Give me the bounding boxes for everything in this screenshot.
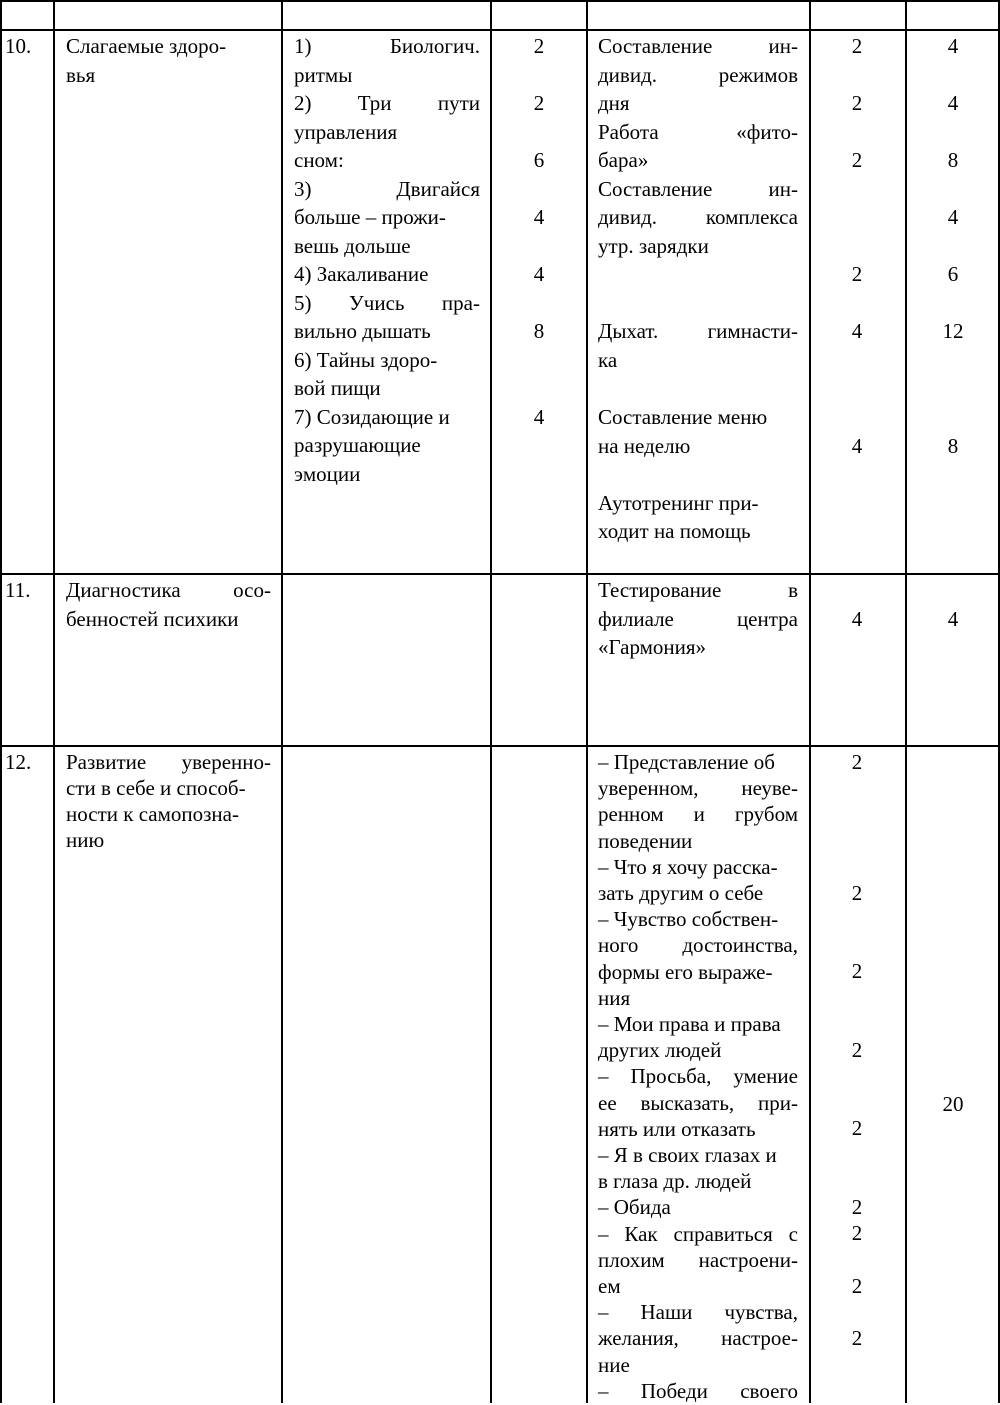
total-value: 4 [947, 606, 959, 631]
row-number: 10. [5, 34, 32, 58]
total-value: 12 [942, 319, 964, 343]
hours-value: 2 [533, 91, 545, 115]
text-line: нять или отказать [598, 1116, 756, 1141]
grid-line [0, 0, 2, 1403]
text-line: ка [598, 347, 618, 372]
activity-hours-value: 2 [851, 750, 863, 774]
text-line: ем [598, 1274, 621, 1298]
activity-hours-value: 2 [851, 262, 863, 286]
text-line: ритмы [294, 62, 353, 87]
text-line: ренном и грубом [598, 802, 798, 827]
grid-line [809, 0, 811, 1403]
text-line: плохим настроени- [598, 1247, 798, 1272]
activity-hours-value: 2 [851, 34, 863, 58]
activity-hours-value: 2 [851, 1038, 863, 1062]
text-line: ние [598, 1352, 630, 1377]
grid-line [586, 0, 588, 1403]
total-value: 8 [947, 433, 959, 458]
text-line: 3) Двигайся [294, 176, 480, 201]
text-line: «Гармония» [598, 635, 707, 659]
text-line: Составление ин- [598, 176, 798, 201]
topic-line: Слагаемые здоро- [66, 34, 227, 58]
text-line: – Обида [598, 1195, 671, 1220]
activity-hours-value: 2 [851, 1326, 863, 1350]
text-line: – Наши чувства, [598, 1300, 798, 1325]
text-line: утр. зарядки [598, 233, 709, 258]
topic-line: сти в себе и способ- [66, 776, 246, 800]
activity-hours-value: 2 [851, 1195, 863, 1219]
activity-hours-value: 2 [851, 1116, 863, 1140]
topic-line: вья [66, 62, 96, 87]
grid-line [0, 745, 1000, 747]
hours-value: 4 [533, 405, 545, 429]
total-value: 4 [947, 91, 959, 115]
text-line: филиале центра [598, 606, 798, 631]
text-line: вильно дышать [294, 319, 431, 343]
text-line: – Представление об [598, 750, 775, 774]
row-number: 11. [5, 578, 31, 602]
activity-hours-value: 2 [851, 959, 863, 983]
grid-line [53, 0, 55, 1403]
text-line: зать другим о себе [598, 881, 764, 905]
text-line: – Чувство собствен- [598, 907, 779, 932]
text-line: вой пищи [294, 376, 381, 400]
text-line: Работа «фито- [598, 119, 798, 144]
hours-value: 8 [533, 319, 545, 343]
text-line: 4) Закаливание [294, 262, 429, 286]
text-line: разрушающие [294, 433, 421, 457]
text-line: ного достоинства, [598, 933, 798, 958]
topic-line: нию [66, 828, 105, 852]
topic-line: бенностей психики [66, 606, 239, 631]
text-line: управления [294, 119, 398, 144]
grid-line [0, 573, 1000, 575]
text-line: – Просьба, умение [598, 1064, 798, 1089]
activity-hours-value: 2 [851, 881, 863, 905]
text-line: желания, настрое- [598, 1326, 798, 1351]
text-line: 1) Биологич. [294, 34, 480, 58]
text-line: на неделю [598, 433, 691, 458]
text-line: ходит на помощь [598, 519, 751, 543]
text-line: сном: [294, 148, 344, 172]
text-line: ния [598, 985, 631, 1010]
text-line: бара» [598, 148, 649, 172]
activity-hours-value: 2 [851, 1221, 863, 1245]
topic-line: Развитие уверенно- [66, 750, 271, 774]
grid-line [281, 0, 283, 1403]
text-line: дивид. режимов [598, 62, 798, 87]
text-line: – Победи своего [598, 1378, 798, 1403]
topic-line: ности к самопозна- [66, 802, 239, 826]
text-line: – Что я хочу расска- [598, 854, 778, 879]
text-line: вешь дольше [294, 233, 411, 258]
grid-line [490, 0, 492, 1403]
text-line: эмоции [294, 461, 361, 486]
text-line: ее высказать, при- [598, 1090, 798, 1115]
grid-line [905, 0, 907, 1403]
text-line: Дыхат. гимнасти- [598, 319, 798, 343]
hours-value: 2 [533, 34, 545, 58]
text-line: Составление ин- [598, 34, 798, 58]
total-value: 6 [947, 262, 959, 286]
text-line: других людей [598, 1038, 722, 1063]
text-line: Тестирование в [598, 578, 798, 602]
activity-hours-value: 4 [851, 433, 863, 458]
text-line: дивид. комплекса [598, 205, 798, 229]
text-line: поведении [598, 828, 693, 853]
text-line: 7) Созидающие и [294, 404, 450, 429]
total-value: 4 [947, 205, 959, 229]
total-value: 4 [947, 34, 959, 58]
text-line: 6) Тайны здоро- [294, 347, 438, 372]
total-value: 20 [942, 1092, 964, 1116]
activity-hours-value: 2 [851, 1274, 863, 1298]
text-line: – Я в своих глазах и [598, 1143, 777, 1167]
text-line: формы его выраже- [598, 959, 773, 984]
hours-value: 4 [533, 205, 545, 229]
text-line: 2) Три пути [294, 91, 480, 115]
text-line: Аутотренинг при- [598, 490, 759, 515]
text-line: дня [598, 91, 630, 115]
text-line: – Мои права и права [598, 1012, 781, 1036]
text-line: Составление меню [598, 405, 768, 429]
activity-hours-value: 4 [851, 606, 863, 631]
activity-hours-value: 2 [851, 148, 863, 172]
grid-line [0, 0, 1000, 2]
topic-line: Диагностика осо- [66, 578, 271, 602]
text-line: уверенном, неуве- [598, 776, 798, 801]
row-number: 12. [5, 750, 32, 774]
activity-hours-value: 2 [851, 91, 863, 115]
text-line: – Как справиться с [598, 1221, 798, 1246]
text-line: больше – прожи- [294, 205, 446, 229]
text-line: в глаза др. людей [598, 1169, 752, 1194]
hours-value: 4 [533, 262, 545, 286]
grid-line [0, 29, 1000, 31]
total-value: 8 [947, 148, 959, 172]
activity-hours-value: 4 [851, 319, 863, 343]
text-line: 5) Учись пра- [294, 290, 480, 315]
hours-value: 6 [533, 148, 545, 172]
